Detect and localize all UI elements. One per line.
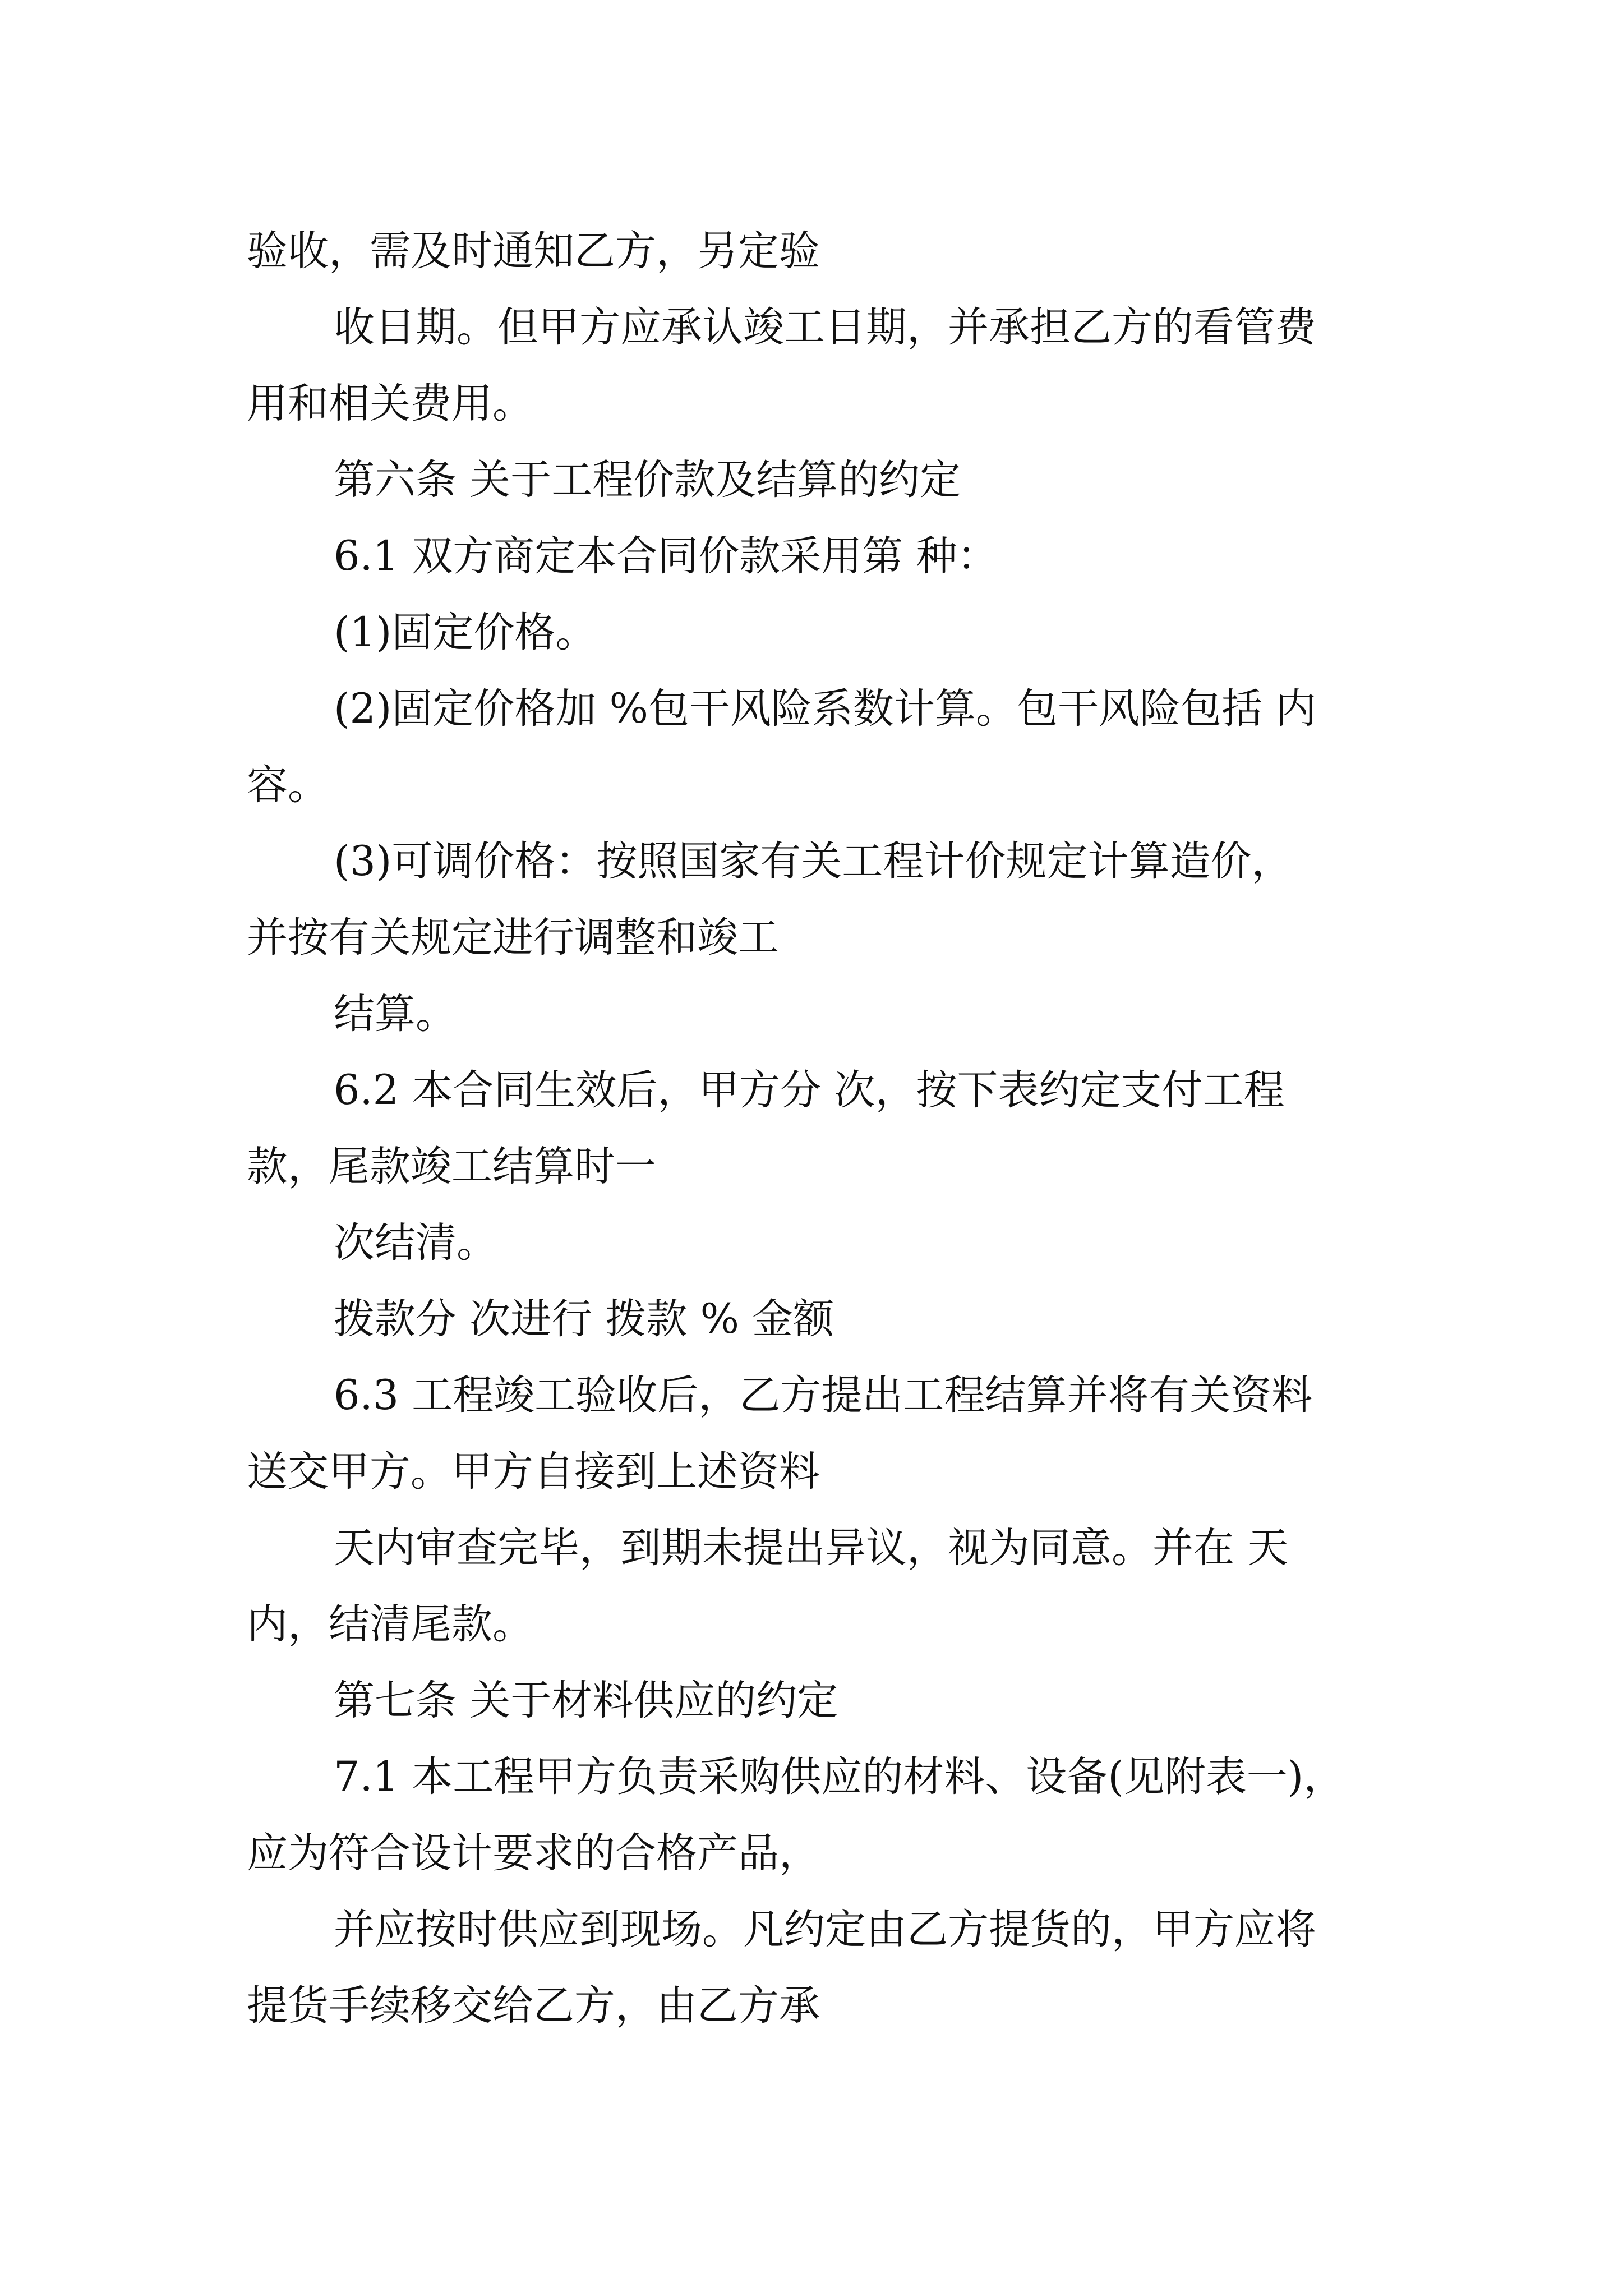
text-line: 并按有关规定进行调整和竣工	[247, 914, 779, 961]
text-line: 送交甲方。甲方自接到上述资料	[247, 1448, 820, 1496]
text-line: 天内审查完毕，到期未提出异议，视为同意。并在 天	[334, 1524, 1289, 1572]
text-line: (3)可调价格：按照国家有关工程计价规定计算造价，	[334, 838, 1293, 885]
text-line: 提货手续移交给乙方，由乙方承	[247, 1982, 820, 2030]
text-line: 6.3 工程竣工验收后，乙方提出工程结算并将有关资料	[334, 1372, 1313, 1419]
text-line: 验收，需及时通知乙方，另定验	[247, 227, 820, 275]
text-line: 7.1 本工程甲方负责采购供应的材料、设备(见附表一)，	[334, 1753, 1345, 1801]
text-line: 收日期。但甲方应承认竣工日期，并承担乙方的看管费	[334, 303, 1316, 351]
text-line: (1)固定价格。	[334, 609, 597, 656]
text-line: 容。	[247, 761, 329, 809]
text-line: (2)固定价格加 %包干风险系数计算。包干风险包括 内	[334, 685, 1317, 733]
text-line: 6.1 双方商定本合同价款采用第 种：	[334, 532, 998, 580]
text-line: 拨款分 次进行 拨款 % 金额	[334, 1295, 834, 1343]
section-heading: 第七条 关于材料供应的约定	[334, 1677, 838, 1724]
text-line: 款，尾款竣工结算时一	[247, 1143, 656, 1190]
text-line: 应为符合设计要求的合格产品，	[247, 1829, 820, 1877]
text-line: 结算。	[334, 990, 457, 1038]
text-line: 次结清。	[334, 1219, 497, 1267]
text-line: 6.2 本合同生效后，甲方分 次，按下表约定支付工程	[334, 1066, 1285, 1114]
text-line: 内，结清尾款。	[247, 1600, 533, 1648]
document-body	[247, 213, 1391, 2044]
text-line: 并应按时供应到现场。凡约定由乙方提货的，甲方应将	[334, 1906, 1316, 1953]
text-line: 用和相关费用。	[247, 380, 533, 427]
section-heading: 第六条 关于工程价款及结算的约定	[334, 456, 961, 504]
